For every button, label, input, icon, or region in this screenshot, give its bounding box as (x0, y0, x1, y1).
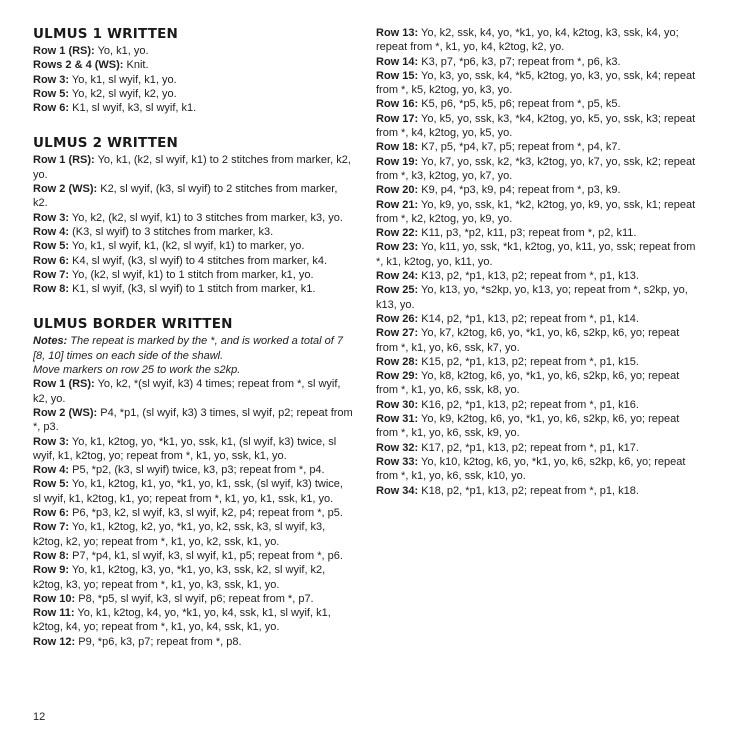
row-text: K2, sl wyif, (k3, sl wyif) to 2 stitches from marker, k2. (33, 183, 338, 210)
row-label: Row 32: (376, 441, 419, 454)
row-label: Row 14: (376, 55, 419, 68)
instruction-row (376, 69, 698, 98)
row-text: Yo, k11, yo, ssk, *k1, k2tog, yo, k11, yo, ssk; repeat from *, k1, k2tog, yo, k11, yo. (376, 241, 696, 268)
row-label: Row 34: (376, 484, 419, 497)
row-text: Yo, (k2, sl wyif, k1) to 1 stitch from marker, k1, yo. (69, 268, 314, 281)
row-text: Yo, k1, k2tog, k4, yo, *k1, yo, k4, ssk, k1, sl wyif, k1, k2tog, k4, yo; repeat from *, k1, yo, k4, ssk, k1, yo. (33, 607, 331, 634)
row-label: Row 7: (33, 268, 70, 281)
instruction-row (376, 240, 698, 269)
instruction-row (376, 140, 698, 154)
row-label: Row 25: (376, 284, 419, 297)
row-text: P7, *p4, k1, sl wyif, k3, sl wyif, k1, p5; repeat from *, p6. (69, 549, 343, 562)
pattern-section (33, 316, 353, 649)
row-text: P8, *p5, sl wyif, k3, sl wyif, p6; repeat from *, p7. (75, 592, 314, 605)
row-text: Yo, k1, k2tog, yo, *k1, yo, ssk, k1, (sl wyif, k3) twice, sl wyif, k1, k2tog, yo; repeat from *, k1, yo, ssk, k1, yo. (33, 435, 337, 462)
row-label: Row 3: (33, 435, 70, 448)
row-label: Row 1 (RS): (33, 45, 95, 57)
row-label: Row 4: (33, 225, 70, 238)
instruction-row (33, 377, 353, 406)
row-text: P6, *p3, k2, sl wyif, k3, sl wyif, k2, p4; repeat from *, p5. (69, 507, 343, 520)
row-text: Yo, k3, yo, ssk, k4, *k5, k2tog, yo, k3, yo, ssk, k4; repeat from *, k5, k2tog, yo, k3, yo. (376, 69, 696, 97)
row-label: Row 29: (376, 370, 419, 383)
row-label: Row 2 (WS): (33, 406, 98, 419)
row-text: K13, p2, *p1, k13, p2; repeat from *, p1, k13. (418, 270, 639, 283)
row-text: Yo, k1, k2tog, k2, yo, *k1, yo, k2, ssk, k3, sl wyif, k3, k2tog, k2, yo; repeat from *, k1, yo, k2, ssk, k1, yo. (33, 521, 326, 548)
instruction-row (376, 55, 698, 69)
instruction-row (33, 58, 353, 72)
row-label: Row 30: (376, 398, 419, 411)
row-text: K1, sl wyif, (k3, sl wyif) to 1 stitch from marker, k1. (69, 283, 316, 296)
row-text: P5, *p2, (k3, sl wyif) twice, k3, p3; repeat from *, p4. (69, 464, 325, 477)
row-text: Yo, k2, *(sl wyif, k3) 4 times; repeat from *, sl wyif, k2, yo. (33, 378, 341, 405)
instruction-row (376, 97, 698, 111)
row-label: Row 16: (376, 98, 419, 111)
left-column (33, 26, 353, 669)
row-label: Row 28: (376, 355, 419, 368)
row-label: Rows 2 & 4 (WS): (33, 59, 124, 72)
row-text: Yo, k7, yo, ssk, k2, *k3, k2tog, yo, k7, yo, ssk, k2; repeat from *, k3, k2tog, yo, k7, yo. (376, 155, 696, 182)
row-label: Row 31: (376, 413, 419, 426)
instruction-row (33, 101, 353, 115)
instruction-row (33, 592, 353, 606)
row-label: Row 26: (376, 312, 419, 325)
instruction-row (376, 398, 698, 412)
row-label: Row 12: (33, 635, 76, 648)
row-text: P9, *p6, k3, p7; repeat from *, p8. (75, 635, 242, 648)
row-text: K5, p6, *p5, k5, p6; repeat from *, p5, k5. (418, 98, 621, 111)
row-text: K14, p2, *p1, k13, p2; repeat from *, p1, k14. (418, 312, 639, 325)
right-column (376, 26, 698, 498)
row-text: Yo, k9, yo, ssk, k1, *k2, k2tog, yo, k9, yo, ssk, k1; repeat from *, k2, k2tog, yo, k9, yo. (376, 198, 696, 225)
row-label: Row 5: (33, 478, 70, 491)
row-text: (K3, sl wyif) to 3 stitches from marker, k3. (69, 225, 274, 238)
row-label: Row 23: (376, 241, 419, 254)
instruction-row (33, 477, 353, 506)
row-text: Yo, k2, sl wyif, k2, yo. (69, 87, 177, 100)
instruction-row (33, 239, 353, 253)
row-label: Row 15: (376, 69, 419, 82)
row-label: Row 18: (376, 141, 419, 154)
section-notes (33, 334, 353, 377)
row-text: K18, p2, *p1, k13, p2; repeat from *, p1, k18. (418, 484, 639, 497)
row-text: P4, *p1, (sl wyif, k3) 3 times, sl wyif, p2; repeat from *, p3. (33, 406, 353, 434)
instruction-row (33, 435, 353, 464)
notes-label: Notes: (33, 335, 68, 348)
row-text: Yo, k1, k2tog, k1, yo, *k1, yo, k1, ssk, (sl wyif, k3) twice, sl wyif, k1, k2tog, k1, yo; repeat from *, k1, yo, k1, ssk, k1, yo. (33, 478, 343, 505)
instruction-row (33, 549, 353, 563)
instruction-row (376, 412, 698, 441)
instruction-row (376, 312, 698, 326)
instruction-row (33, 463, 353, 477)
row-label: Row 2 (WS): (33, 183, 98, 196)
row-label: Row 7: (33, 521, 70, 534)
instruction-row (33, 44, 353, 58)
row-label: Row 11: (33, 607, 75, 620)
row-label: Row 13: (376, 27, 419, 39)
instruction-row (33, 87, 353, 101)
row-label: Row 22: (376, 227, 419, 240)
row-text: K17, p2, *p1, k13, p2; repeat from *, p1, k17. (418, 441, 639, 454)
instruction-row (33, 606, 353, 635)
instruction-row (33, 211, 353, 225)
row-label: Row 4: (33, 464, 70, 477)
instruction-row (376, 198, 698, 227)
row-text: Yo, k1, sl wyif, k1, yo. (69, 73, 177, 86)
instruction-row (376, 283, 698, 312)
row-text: K11, p3, *p2, k11, p3; repeat from *, p2, k11. (418, 227, 637, 240)
row-label: Row 8: (33, 549, 70, 562)
instruction-row (376, 112, 698, 141)
row-label: Row 6: (33, 254, 70, 267)
row-label: Row 6: (33, 507, 70, 520)
row-label: Row 21: (376, 198, 419, 211)
instruction-row (33, 225, 353, 239)
row-label: Row 9: (33, 564, 70, 577)
instruction-row (33, 182, 353, 211)
instruction-row (376, 26, 698, 55)
row-label: Row 10: (33, 592, 76, 605)
instruction-row (376, 484, 698, 498)
instruction-row (33, 73, 353, 87)
row-text: Yo, k1, (k2, sl wyif, k1) to 2 stitches from marker, k2, yo. (33, 154, 351, 181)
instruction-row (33, 268, 353, 282)
row-text: Yo, k2, (k2, sl wyif, k1) to 3 stitches from marker, k3, yo. (69, 211, 343, 224)
row-text: K4, sl wyif, (k3, sl wyif) to 4 stitches from marker, k4. (69, 254, 328, 267)
row-text: K7, p5, *p4, k7, p5; repeat from *, p4, k7. (418, 141, 621, 154)
row-label: Row 20: (376, 184, 419, 197)
instruction-row (33, 153, 353, 182)
instruction-row (376, 226, 698, 240)
row-label: Row 8: (33, 283, 70, 296)
instruction-row (376, 355, 698, 369)
instruction-row (376, 269, 698, 283)
instruction-row (33, 520, 353, 549)
row-text: Knit. (123, 59, 149, 72)
row-text: Yo, k13, yo, *s2kp, yo, k13, yo; repeat from *, s2kp, yo, k13, yo. (376, 284, 688, 311)
row-text: Yo, k1, k2tog, k3, yo, *k1, yo, k3, ssk, k2, sl wyif, k2, k2tog, k3, yo; repeat from *, k1, yo, k3, ssk, k1, yo. (33, 564, 326, 591)
instruction-row (376, 369, 698, 398)
row-label: Row 5: (33, 87, 70, 100)
row-label: Row 24: (376, 270, 419, 283)
instruction-row (376, 326, 698, 355)
notes-line: Move markers on row 25 to work the s2kp. (33, 364, 241, 377)
row-label: Row 1 (RS): (33, 154, 95, 167)
row-label: Row 17: (376, 112, 419, 125)
row-text: Yo, k5, yo, ssk, k3, *k4, k2tog, yo, k5, yo, ssk, k3; repeat from *, k4, k2tog, yo, k5, yo. (376, 112, 696, 140)
row-text: Yo, k9, k2tog, k6, yo, *k1, yo, k6, s2kp, k6, yo; repeat from *, k1, yo, k6, ssk, k9, yo. (376, 413, 680, 440)
notes-line: The repeat is marked by the *, and is worked a total of 7 [8, 10] times on each side of the shawl. (33, 335, 343, 362)
row-text: K9, p4, *p3, k9, p4; repeat from *, p3, k9. (418, 184, 621, 197)
instruction-row (376, 155, 698, 184)
row-label: Row 6: (33, 102, 70, 115)
row-text: Yo, k8, k2tog, k6, yo, *k1, yo, k6, s2kp, k6, yo; repeat from *, k1, yo, k6, ssk, k8, yo. (376, 370, 680, 397)
row-text: Yo, k1, sl wyif, k1, (k2, sl wyif, k1) to marker, yo. (69, 240, 305, 253)
pattern-section (33, 26, 353, 115)
row-label: Row 3: (33, 73, 70, 86)
section-heading: ULMUS BORDER WRITTEN (33, 316, 233, 333)
row-label: Row 5: (33, 240, 70, 253)
row-label: Row 1 (RS): (33, 378, 95, 391)
row-text: K1, sl wyif, k3, sl wyif, k1. (69, 102, 197, 115)
instruction-row (33, 406, 353, 435)
instruction-row (33, 635, 353, 649)
section-heading: ULMUS 2 WRITTEN (33, 135, 179, 152)
pattern-section (33, 135, 353, 296)
row-text: K3, p7, *p6, k3, p7; repeat from *, p6, k3. (418, 55, 621, 68)
page-number: 12 (33, 711, 46, 723)
row-label: Row 19: (376, 155, 419, 168)
instruction-row (33, 506, 353, 520)
instruction-row (376, 455, 698, 484)
section-heading: ULMUS 1 WRITTEN (33, 26, 179, 42)
instruction-row (33, 282, 353, 296)
row-label: Row 33: (376, 455, 419, 468)
row-text: K16, p2, *p1, k13, p2; repeat from *, p1, k16. (418, 398, 639, 411)
instruction-row (33, 563, 353, 592)
row-text: Yo, k2, ssk, k4, yo, *k1, yo, k4, k2tog, k3, ssk, k4, yo; repeat from *, k1, yo, k4, k2tog, k2, yo. (376, 27, 679, 54)
row-text: Yo, k7, k2tog, k6, yo, *k1, yo, k6, s2kp, k6, yo; repeat from *, k1, yo, k6, ssk, k7, yo. (376, 327, 680, 354)
instruction-row (376, 441, 698, 455)
row-text: K15, p2, *p1, k13, p2; repeat from *, p1, k15. (418, 355, 639, 368)
row-text: Yo, k10, k2tog, k6, yo, *k1, yo, k6, s2kp, k6, yo; repeat from *, k1, yo, k6, ssk, k10, yo. (376, 455, 686, 483)
row-label: Row 27: (376, 327, 419, 340)
instruction-row (376, 183, 698, 197)
row-label: Row 3: (33, 211, 70, 224)
instruction-row (33, 254, 353, 268)
row-text: Yo, k1, yo. (94, 45, 149, 57)
